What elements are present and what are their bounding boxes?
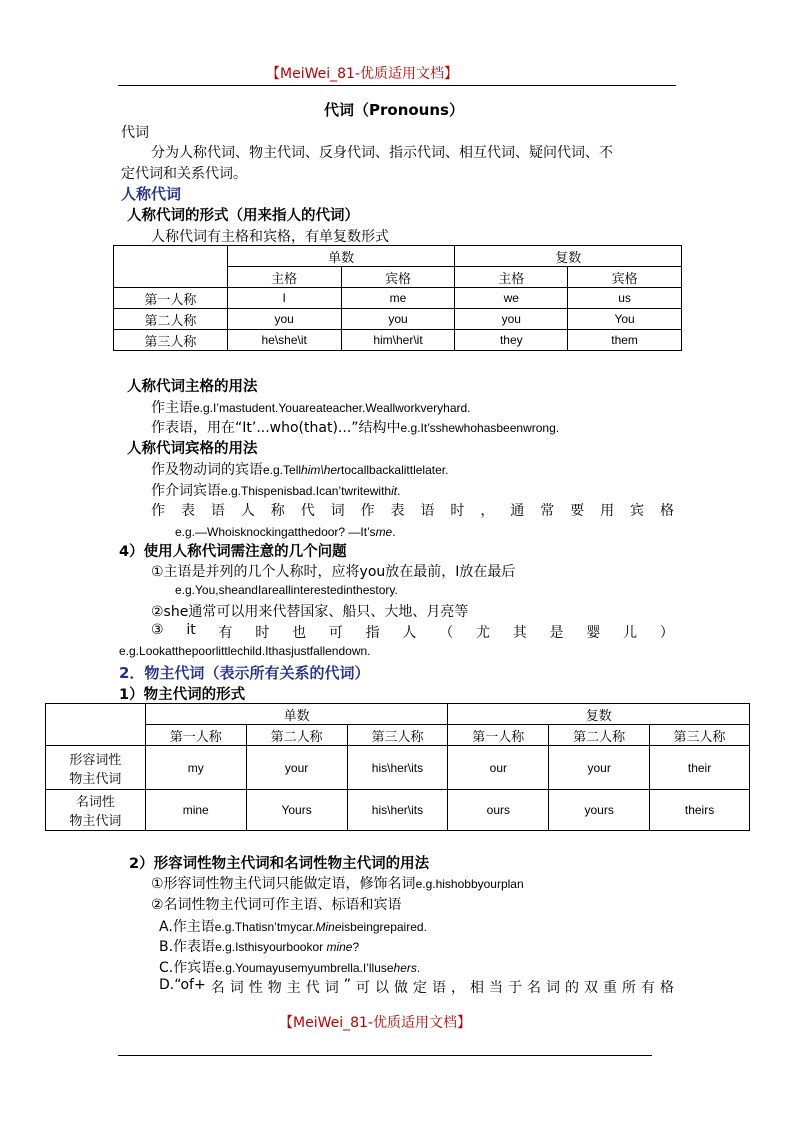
page-title: 代词（Pronouns） <box>324 101 464 119</box>
table-cell: me <box>341 288 455 309</box>
spread-char: ） <box>659 625 674 641</box>
spread-char: 可 <box>355 980 370 996</box>
note-3-example: e.g.Lookatthepoorlittlechild.Ithasjustfallendown. <box>119 644 371 658</box>
item-example: tocallbackalittlelater. <box>341 463 449 477</box>
spread-char: 时 <box>255 625 270 641</box>
table-corner-cell <box>114 246 228 288</box>
row-label <box>46 790 146 831</box>
spread-char: 代 <box>300 503 315 519</box>
header-rule <box>118 85 676 86</box>
spread-char: 语 <box>210 503 225 519</box>
item-example: e.g.—Whoisknockingatthedoor? —It’s <box>175 525 376 539</box>
item-text: A.作主语 <box>159 919 215 935</box>
spread-char: ③ <box>151 622 164 638</box>
spread-char: ， <box>480 503 495 519</box>
col-header: 宾格 <box>568 267 682 288</box>
personal-pronoun-table <box>113 245 682 351</box>
group-header-singular: 单数 <box>145 704 448 725</box>
col-header: 第二人称 <box>549 725 650 746</box>
spread-char: 人 <box>240 503 255 519</box>
spread-char: 重 <box>602 980 617 996</box>
col-header: 第一人称 <box>448 725 549 746</box>
intro-heading: 代词 <box>121 125 149 141</box>
table-cell: you <box>227 309 341 330</box>
table-cell: I <box>227 288 341 309</box>
spread-char: 主 <box>286 980 301 996</box>
spread-char: 其 <box>512 625 527 641</box>
spread-char: 定 <box>412 980 427 996</box>
notes-heading: 4）使用人称代词需注意的几个问题 <box>119 544 347 560</box>
spread-char: 词 <box>324 980 339 996</box>
spread-char: D.“of+ <box>159 977 206 993</box>
item-example: e.g.Isthisyourbookor <box>215 940 327 954</box>
item-example: e.g.hishobbyourplan <box>415 877 524 891</box>
spread-char: 称 <box>270 503 285 519</box>
page-footer: 【MeiWei_81-优质适用文档】 <box>279 1015 471 1031</box>
item-example: e.g.Tell <box>263 463 302 477</box>
personal-pronoun-forms-desc: 人称代词有主格和宾格，有单复数形式 <box>151 229 389 245</box>
item-example-italic: him\her <box>301 463 342 477</box>
intro-line-2: 定代词和关系代词。 <box>121 166 247 182</box>
spread-char: 有 <box>640 980 655 996</box>
spread-char: 代 <box>305 980 320 996</box>
page-header: 【MeiWei_81-优质适用文档】 <box>266 66 458 82</box>
group-header-plural: 复数 <box>448 704 750 725</box>
spread-char: 双 <box>583 980 598 996</box>
note-3 <box>151 622 674 642</box>
table-cell: my <box>145 746 246 790</box>
row-label-line: 形容词性 <box>69 752 122 768</box>
item-text: 作表语，用在“It’...who(that)...”结构中 <box>151 420 401 436</box>
spread-char: 儿 <box>623 625 638 641</box>
item-example: . <box>397 484 401 498</box>
personal-pronoun-forms-heading: 人称代词的形式（用来指人的代词） <box>127 208 359 224</box>
spread-char: 是 <box>549 625 564 641</box>
table-cell: us <box>568 288 682 309</box>
spread-char: it <box>186 622 196 638</box>
subject-usage-heading: 人称代词主格的用法 <box>127 379 258 395</box>
table-cell: you <box>341 309 455 330</box>
spread-char: 作 <box>151 503 165 519</box>
spread-char: 语 <box>431 980 446 996</box>
table-cell: mine <box>145 790 246 831</box>
spread-char: 词 <box>229 980 244 996</box>
spread-char: 用 <box>600 503 615 519</box>
spread-char: 作 <box>360 503 375 519</box>
spread-char: 做 <box>393 980 408 996</box>
spread-char: 于 <box>507 980 522 996</box>
table-cell: his\her\its <box>347 790 448 831</box>
table-cell: ours <box>448 790 549 831</box>
object-usage-heading: 人称代词宾格的用法 <box>127 441 258 457</box>
item-example: e.g.I’mastudent.Youareateacher.Weallworkveryhard. <box>193 401 471 415</box>
spread-char: 要 <box>570 503 585 519</box>
table-row <box>46 746 750 790</box>
object-usage-item-1 <box>151 459 448 479</box>
col-header: 宾格 <box>341 267 455 288</box>
item-example: ? <box>352 940 360 954</box>
spread-char: 物 <box>267 980 282 996</box>
group-header-plural: 复数 <box>455 246 682 267</box>
table-row <box>114 309 682 330</box>
item-text: ①形容词性物主代词只能做定语，修饰名词 <box>151 876 416 892</box>
spread-char: 格 <box>659 503 674 519</box>
spread-char: ， <box>450 980 465 996</box>
table-cell: them <box>568 330 682 351</box>
spread-char: 格 <box>659 980 674 996</box>
spread-char: 语 <box>420 503 435 519</box>
col-header: 第一人称 <box>145 725 246 746</box>
possessive-usage-item-d <box>159 977 674 997</box>
item-example: . <box>392 525 396 539</box>
table-corner-cell <box>46 704 146 746</box>
row-label <box>46 746 146 790</box>
item-example: e.g.Youmayusemyumbrella.I’lluse <box>215 961 394 975</box>
spread-char: 指 <box>365 625 380 641</box>
item-example-italic: mine <box>326 940 353 954</box>
spread-char: 词 <box>545 980 560 996</box>
spread-char: ” <box>343 977 351 993</box>
spread-char: 性 <box>248 980 263 996</box>
footer-rule <box>118 1055 652 1056</box>
col-header: 主格 <box>455 267 568 288</box>
spread-char: 人 <box>402 625 417 641</box>
table-cell: they <box>455 330 568 351</box>
spread-char: 表 <box>390 503 405 519</box>
table-row <box>46 790 750 831</box>
item-example: isbeingrepaired. <box>341 920 427 934</box>
item-example: . <box>416 961 421 975</box>
spread-char: 宾 <box>630 503 644 519</box>
spread-char: 当 <box>488 980 503 996</box>
col-header: 第三人称 <box>650 725 750 746</box>
possessive-forms-heading: 1）物主代词的形式 <box>119 687 246 703</box>
item-example: e.g.Thatisn’tmycar. <box>214 920 316 934</box>
table-cell: Yours <box>246 790 347 831</box>
table-cell: your <box>549 746 650 790</box>
spread-char: 时 <box>450 503 465 519</box>
item-text: 作及物动词的宾语 <box>151 462 263 478</box>
note-1: ①主语是并列的几个人称时，应将you放在最前，I放在最后 <box>151 564 516 580</box>
spread-char: 表 <box>180 503 195 519</box>
row-label: 第一人称 <box>114 288 228 309</box>
row-label-line: 物主代词 <box>69 771 122 787</box>
item-example-italic: me <box>375 525 393 539</box>
spread-char: 有 <box>218 625 233 641</box>
table-cell: your <box>246 746 347 790</box>
possessive-usage-item-c <box>159 957 420 977</box>
possessive-usage-item-1 <box>151 873 524 893</box>
spread-char: 也 <box>292 625 307 641</box>
table-row <box>114 288 682 309</box>
possessive-usage-heading: 2）形容词性物主代词和名词性物主代词的用法 <box>129 856 430 872</box>
item-example: e.g.Thispenisbad.Ican’twritewith <box>221 484 392 498</box>
table-row <box>114 330 682 351</box>
spread-char: 通 <box>510 503 525 519</box>
object-usage-item-3 <box>151 500 674 520</box>
item-text: 作介词宾语 <box>151 483 221 499</box>
spread-char: 以 <box>374 980 389 996</box>
table-cell: his\her\its <box>347 746 448 790</box>
table-cell: their <box>650 746 750 790</box>
possessive-usage-item-b <box>159 936 359 956</box>
row-label-line: 物主代词 <box>69 814 122 829</box>
col-header: 第二人称 <box>246 725 347 746</box>
subject-usage-item-1 <box>151 397 471 417</box>
intro-line-1: 分为人称代词、物主代词、反身代词、指示代词、相互代词、疑问代词、不 <box>151 145 613 161</box>
spread-char: 所 <box>621 980 636 996</box>
table-cell: him\her\it <box>341 330 455 351</box>
table-cell: You <box>568 309 682 330</box>
col-header: 第三人称 <box>347 725 448 746</box>
item-example-italic: Mine <box>315 920 342 934</box>
table-cell: yours <box>549 790 650 831</box>
spread-char: 相 <box>469 980 484 996</box>
object-usage-item-3-example <box>175 521 396 540</box>
spread-char: 可 <box>328 625 343 641</box>
table-cell: theirs <box>650 790 750 831</box>
item-text: C.作宾语 <box>159 960 216 976</box>
spread-char: 的 <box>564 980 579 996</box>
row-label-line: 名词性 <box>75 795 115 810</box>
row-label: 第二人称 <box>114 309 228 330</box>
object-usage-item-2 <box>151 480 400 500</box>
note-1-example: e.g.You,sheandIareallinterestedinthestory. <box>175 583 398 597</box>
possessive-pronoun-table <box>45 703 750 831</box>
table-cell: our <box>448 746 549 790</box>
section-heading-possessive-pronouns: 2．物主代词（表示所有关系的代词） <box>119 664 370 682</box>
possessive-usage-item-a <box>159 916 427 936</box>
row-label: 第三人称 <box>114 330 228 351</box>
note-2: ②she通常可以用来代替国家、船只、大地、月亮等 <box>151 604 469 620</box>
spread-char: 名 <box>526 980 541 996</box>
item-example-italic: it <box>391 484 398 498</box>
spread-char: 尤 <box>475 625 490 641</box>
item-text: B.作表语 <box>159 939 216 955</box>
item-example: e.g.It’sshewhohasbeenwrong. <box>400 421 560 435</box>
table-cell: we <box>455 288 568 309</box>
spread-char: （ <box>439 625 454 641</box>
table-cell: you <box>455 309 568 330</box>
spread-char: 词 <box>330 503 345 519</box>
spread-char: 名 <box>210 980 225 996</box>
item-text: 作主语 <box>151 400 193 416</box>
subject-usage-item-2 <box>151 417 559 437</box>
col-header: 主格 <box>227 267 341 288</box>
section-heading-personal-pronouns: 人称代词 <box>121 185 182 203</box>
spread-char: 婴 <box>586 625 601 641</box>
group-header-singular: 单数 <box>227 246 455 267</box>
table-cell: he\she\it <box>227 330 341 351</box>
possessive-usage-item-2: ②名词性物主代词可作主语、标语和宾语 <box>151 897 402 913</box>
spread-char: 常 <box>540 503 555 519</box>
item-example-italic: hers <box>393 961 417 975</box>
